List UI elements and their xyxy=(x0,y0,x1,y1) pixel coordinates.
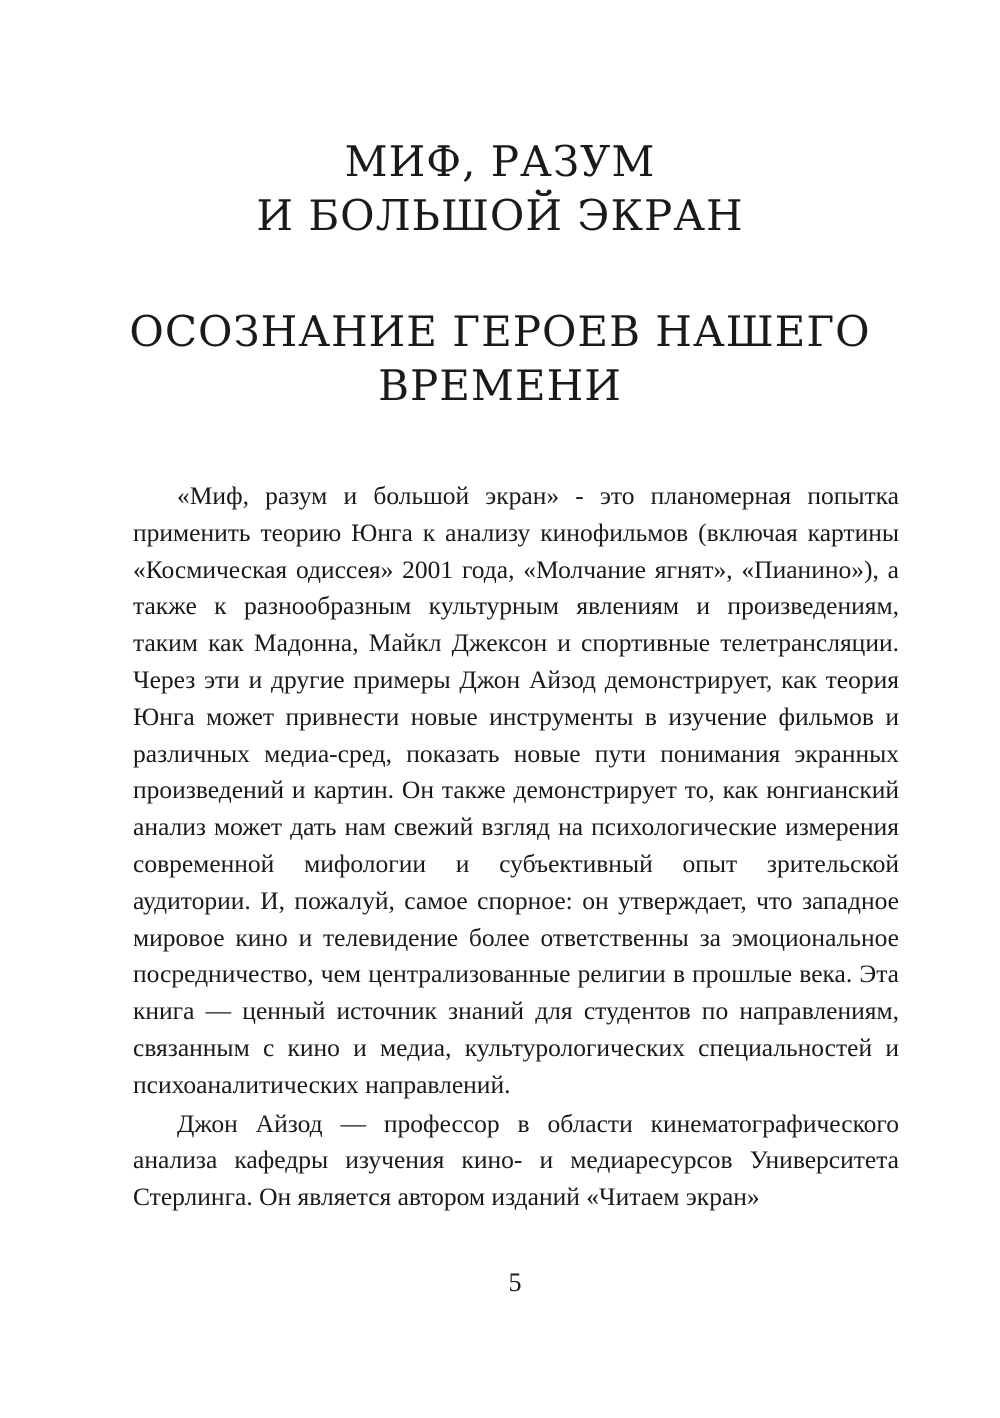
page-number: 5 xyxy=(508,1268,522,1297)
paragraph-1: «Миф, разум и большой экран» - это планомерная попытка применить теорию Юнга к анализу кинофильмов (включая картины «Космическая одиссея» 2001 года, «Молчание ягнят», «Пианино»), а также к разнообразным культурным явлениям и произведениям, таким как Мадонна, Майкл Джексон и спортивные телетрансляции. Через эти и другие примеры Джон Айзод демонстрирует, как теория Юнга может привнести новые инструменты в изучение фильмов и различных медиа-сред, показать новые пути понимания экранных произведений и картин. Он также демонстрирует то, как юнгианский анализ может дать нам свежий взгляд на психологические измерения современной мифологии и субъективный опыт зрительской аудитории. И, пожалуй, самое спорное: он утверждает, что западное мировое кино и телевидение более ответственны за эмоциональное посредничество, чем централизованные религии в прошлые века. Эта книга — ценный источник знаний для студентов по направлениям, связанным с кино и медиа, культурологических специальностей и психоаналитических направлений. xyxy=(133,481,899,1099)
page-subtitle xyxy=(0,305,1000,413)
title-line-1: МИФ, РАЗУМ xyxy=(344,137,656,186)
subtitle-line-2: ВРЕМЕНИ xyxy=(378,361,622,410)
title-line-2: И БОЛЬШОЙ ЭКРАН xyxy=(256,191,744,240)
subtitle-line-1: ОСОЗНАНИЕ ГЕРОЕВ НАШЕГО xyxy=(129,307,871,356)
paragraph-2: Джон Айзод — профессор в области кинематографического анализа кафедры изучения кино- и медиаресурсов Университета Стерлинга. Он является автором изданий «Читаем экран» xyxy=(133,1108,899,1212)
page-title xyxy=(0,135,1000,243)
body-text xyxy=(133,478,899,1216)
